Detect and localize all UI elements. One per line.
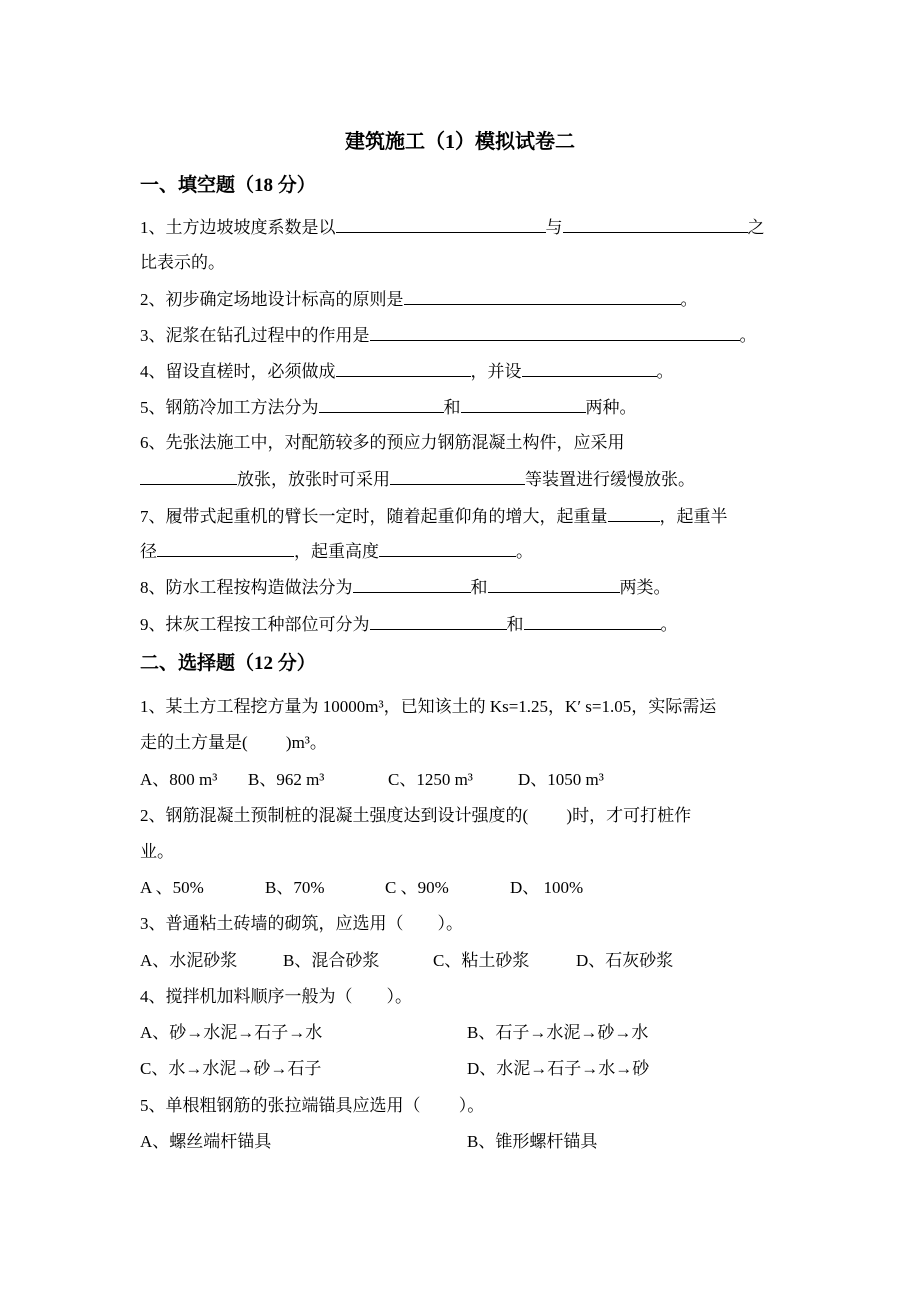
text: 放张，放张时可采用 [237,470,390,489]
text: 与 [545,218,563,237]
text: 9、抹灰工程按工种部位可分为 [140,615,370,634]
answer-blank [336,360,471,377]
text: 5、钢筋冷加工方法分为 [140,398,319,417]
text: ，并设 [470,362,522,381]
page-title: 建筑施工（1）模拟试卷二 [345,131,575,153]
option-d: D、1050 m³ [518,770,604,789]
text: 。 [660,615,678,634]
fill-question-1-cont: 比表示的。 [140,253,225,272]
fill-question-1 [140,216,765,239]
fill-question-4 [140,360,674,383]
text: 。 [739,326,757,345]
answer-blank [522,360,657,377]
answer-blank [404,288,681,305]
answer-blank [157,540,294,557]
text: 等装置进行缓慢放张。 [525,470,695,489]
answer-blank [336,216,546,233]
text: 3、泥浆在钻孔过程中的作用是 [140,326,370,345]
choice-question-5: 5、单根粗钢筋的张拉端锚具应选用（ ）。 [140,1096,485,1115]
text: 和 [506,615,524,634]
option-b: B、石子→水泥→砂→水 [467,1023,649,1042]
text: 2、初步确定场地设计标高的原则是 [140,290,404,309]
choice-question-1: 1、某土方工程挖方量为 10000m³，已知该土的 Ks=1.25，K′ s=1.05，实际需运 [140,697,717,716]
option-d: D、 100% [510,878,584,897]
answer-blank [488,576,620,593]
fill-question-6-cont [140,468,695,491]
option-a: A、水泥砂浆 [140,951,238,970]
text: 两类。 [619,578,671,597]
text: 1、土方边坡坡度系数是以 [140,218,336,237]
answer-blank [563,216,748,233]
fill-question-2 [140,288,698,311]
answer-blank [390,468,525,485]
option-a: A、800 m³ [140,770,218,789]
text: 径 [140,542,157,561]
option-d: D、石灰砂浆 [576,951,674,970]
option-c: C、水→水泥→砂→石子 [140,1059,322,1078]
option-c: C、粘土砂浆 [433,951,530,970]
answer-blank [370,613,507,630]
fill-question-7-cont [140,540,533,563]
answer-blank [524,613,661,630]
choice-question-1-cont: 走的土方量是( )m³。 [140,733,327,752]
option-b: B、962 m³ [248,770,325,789]
text: 。 [680,290,698,309]
section-heading-choice: 二、选择题（12 分） [140,653,316,674]
option-a: A、螺丝端杆锚具 [140,1132,272,1151]
option-d: D、水泥→石子→水→砂 [467,1059,650,1078]
option-b: B、混合砂浆 [283,951,380,970]
section-heading-fill-in: 一、填空题（18 分） [140,175,316,196]
option-a: A、砂→水泥→石子→水 [140,1023,323,1042]
text: 和 [443,398,461,417]
text: 。 [516,542,533,561]
text: 4、留设直槎时，必须做成 [140,362,336,381]
answer-blank [461,396,586,413]
choice-question-2-cont: 业。 [140,842,174,861]
option-b: B、70% [265,878,325,897]
fill-question-9 [140,613,678,636]
text: 7、履带式起重机的臂长一定时，随着起重仰角的增大，起重量 [140,507,608,526]
choice-question-3: 3、普通粘土砖墙的砌筑，应选用（ ）。 [140,914,463,933]
fill-question-8 [140,576,671,599]
choice-question-2: 2、钢筋混凝土预制桩的混凝土强度达到设计强度的( )时，才可打桩作 [140,806,692,825]
text: 之 [747,218,765,237]
option-b: B、锥形螺杆锚具 [467,1132,598,1151]
answer-blank [140,468,237,485]
fill-question-3 [140,324,757,347]
text: 。 [656,362,674,381]
answer-blank [319,396,444,413]
answer-blank [608,505,660,522]
answer-blank [379,540,516,557]
answer-blank [353,576,471,593]
text: 8、防水工程按构造做法分为 [140,578,353,597]
fill-question-5 [140,396,637,419]
choice-question-4: 4、搅拌机加料顺序一般为（ ）。 [140,987,412,1006]
text: 两种。 [585,398,637,417]
text: 和 [470,578,488,597]
fill-question-7 [140,505,728,528]
text: ，起重高度 [294,542,379,561]
fill-question-6: 6、先张法施工中，对配筋较多的预应力钢筋混凝土构件，应采用 [140,433,625,452]
option-a: A 、50% [140,878,204,897]
option-c: C 、90% [385,878,449,897]
text: ，起重半 [659,507,728,526]
answer-blank [370,324,740,341]
option-c: C、1250 m³ [388,770,473,789]
